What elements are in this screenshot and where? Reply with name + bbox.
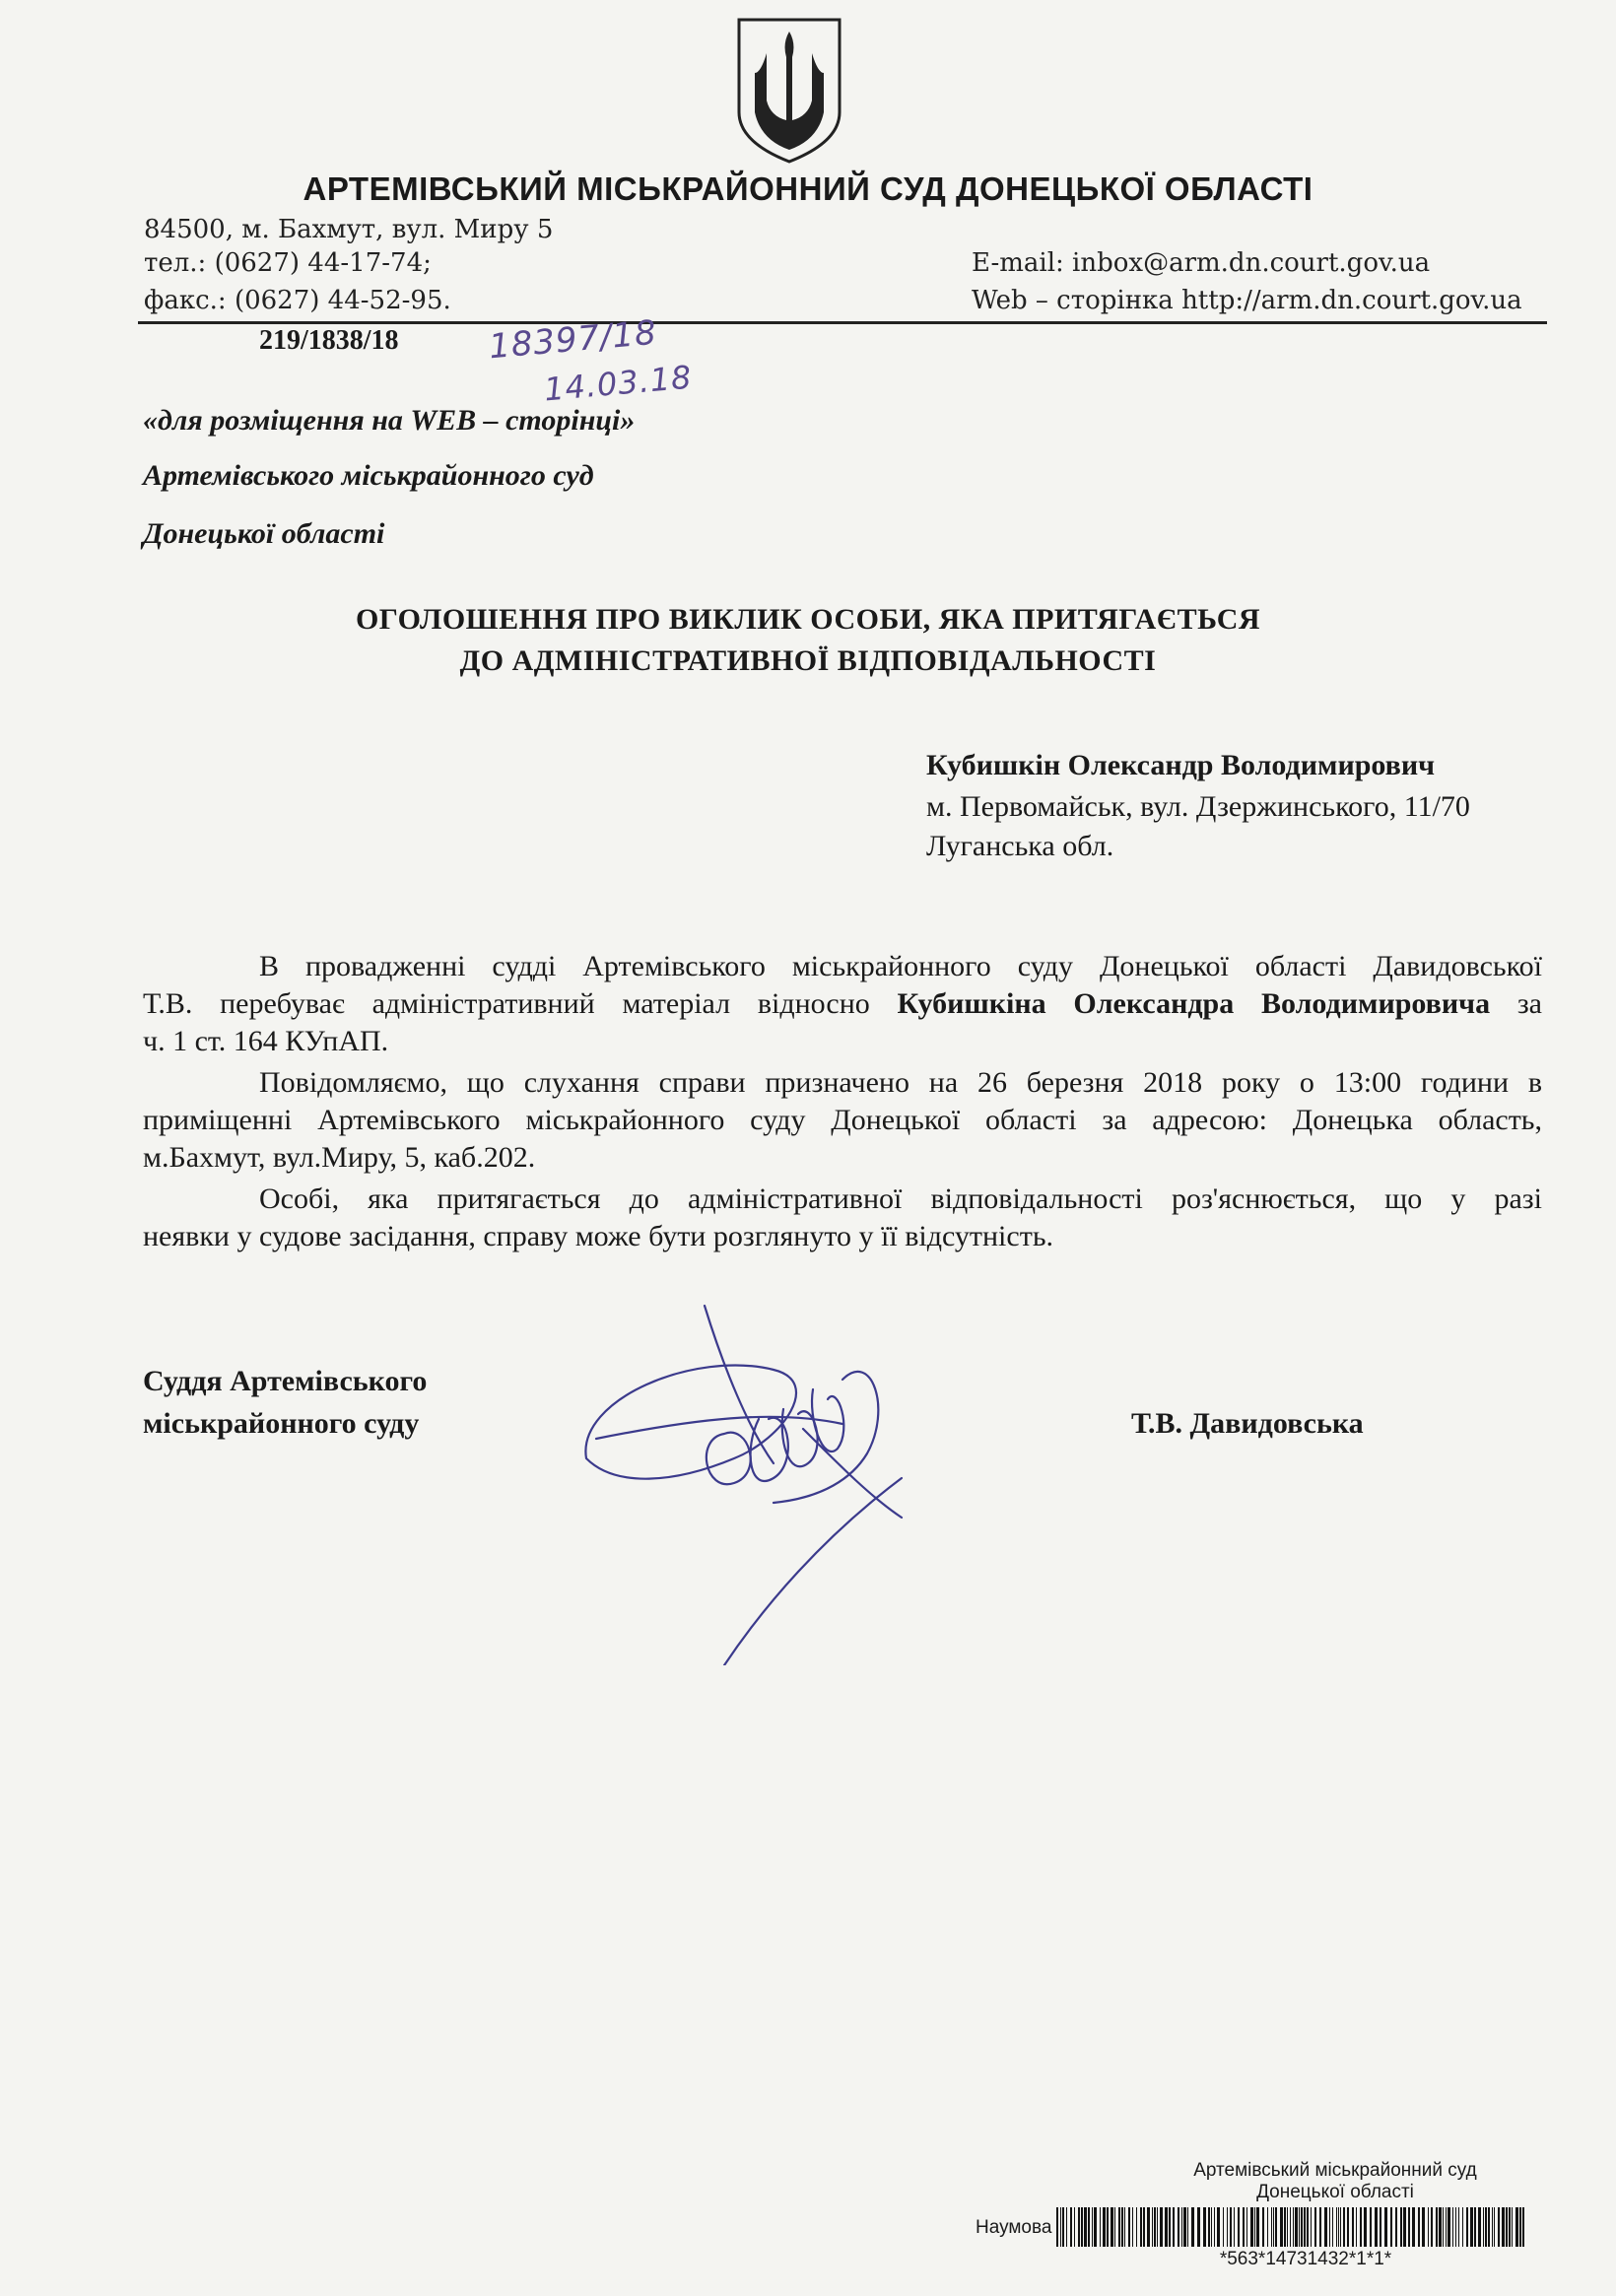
court-email: E-mail: inbox@arm.dn.court.gov.ua (972, 248, 1431, 278)
stamp-region: Донецької області (1256, 2182, 1414, 2202)
recipient-line-1: «для розміщення на WEB – сторінці» (143, 404, 636, 437)
court-fax: факс.: (0627) 44-52-95. (144, 286, 451, 315)
body-text: Повідомляємо, що слухання справи призначено на 26 березня 2018 року о 13:00 години в (259, 1066, 1542, 1099)
body-text: ч. 1 ст. 164 КУпАП. (143, 1025, 389, 1057)
court-name: АРТЕМІВСЬКИЙ МІСЬКРАЙОННИЙ СУД ДОНЕЦЬКОЇ ОБЛАСТІ (303, 170, 1313, 207)
judge-position-line-2: міськрайонного суду (143, 1407, 420, 1440)
addressee-region: Луганська обл. (926, 830, 1114, 862)
handwritten-registration-number: 18397/18 (487, 312, 659, 368)
notice-title-line-1: ОГОЛОШЕННЯ ПРО ВИКЛИК ОСОБИ, ЯКА ПРИТЯГАЄТЬСЯ (355, 603, 1261, 636)
handwritten-signature (576, 1291, 990, 1665)
stamp-barcode-code: *563*14731432*1*1* (1219, 2249, 1392, 2269)
trident-coat-of-arms-icon (731, 14, 847, 166)
body-text: неявки у судове засідання, справу може бути розглянуто у її відсутність. (143, 1220, 1053, 1252)
header-divider (138, 321, 1547, 324)
handwritten-registration-date: 14.03.18 (542, 358, 694, 409)
addressee-name: Кубишкін Олександр Володимирович (926, 749, 1436, 781)
body-text: м.Бахмут, вул.Миру, 5, каб.202. (143, 1141, 536, 1174)
recipient-line-2: Артемівського міськрайонного суд (143, 459, 594, 492)
defendant-name: Кубишкіна Олександра Володимировича (897, 987, 1491, 1020)
addressee-street: м. Первомайськ, вул. Дзержинського, 11/70 (926, 790, 1470, 823)
body-text: приміщенні Артемівського міськрайонного суду Донецької області за адресою: Донецька область, (143, 1104, 1542, 1136)
registration-stamp (971, 2160, 1542, 2293)
judge-name: Т.В. Давидовська (1131, 1407, 1364, 1440)
court-address: 84500, м. Бахмут, вул. Миру 5 (144, 215, 554, 244)
body-paragraph-2 (143, 1064, 1542, 1177)
body-text: Т.В. перебуває адміністративний матеріал відносно (143, 987, 898, 1020)
body-paragraph-1 (143, 948, 1542, 1060)
recipient-line-3: Донецької області (143, 517, 385, 550)
court-phone: тел.: (0627) 44-17-74; (144, 248, 432, 278)
court-website: Web – сторінка http://arm.dn.court.gov.ua (972, 286, 1522, 315)
notice-title-line-2: ДО АДМІНІСТРАТИВНОЇ ВІДПОВІДАЛЬНОСТІ (459, 644, 1157, 677)
outgoing-reference-number: 219/1838/18 (259, 325, 399, 356)
body-text: В провадженні судді Артемівського міськрайонного суду Донецької області Давидовської (259, 950, 1542, 982)
stamp-clerk-name: Наумова (976, 2217, 1052, 2238)
judge-position-line-1: Суддя Артемівського (143, 1365, 428, 1397)
body-text: за (1490, 987, 1542, 1020)
body-paragraph-3 (143, 1181, 1542, 1255)
stamp-court-name: Артемівський міськрайонний суд (1193, 2160, 1477, 2181)
body-text: Особі, яка притягається до адміністративної відповідальності роз'яснюється, що у разі (259, 1182, 1542, 1215)
barcode-icon (1056, 2207, 1527, 2247)
